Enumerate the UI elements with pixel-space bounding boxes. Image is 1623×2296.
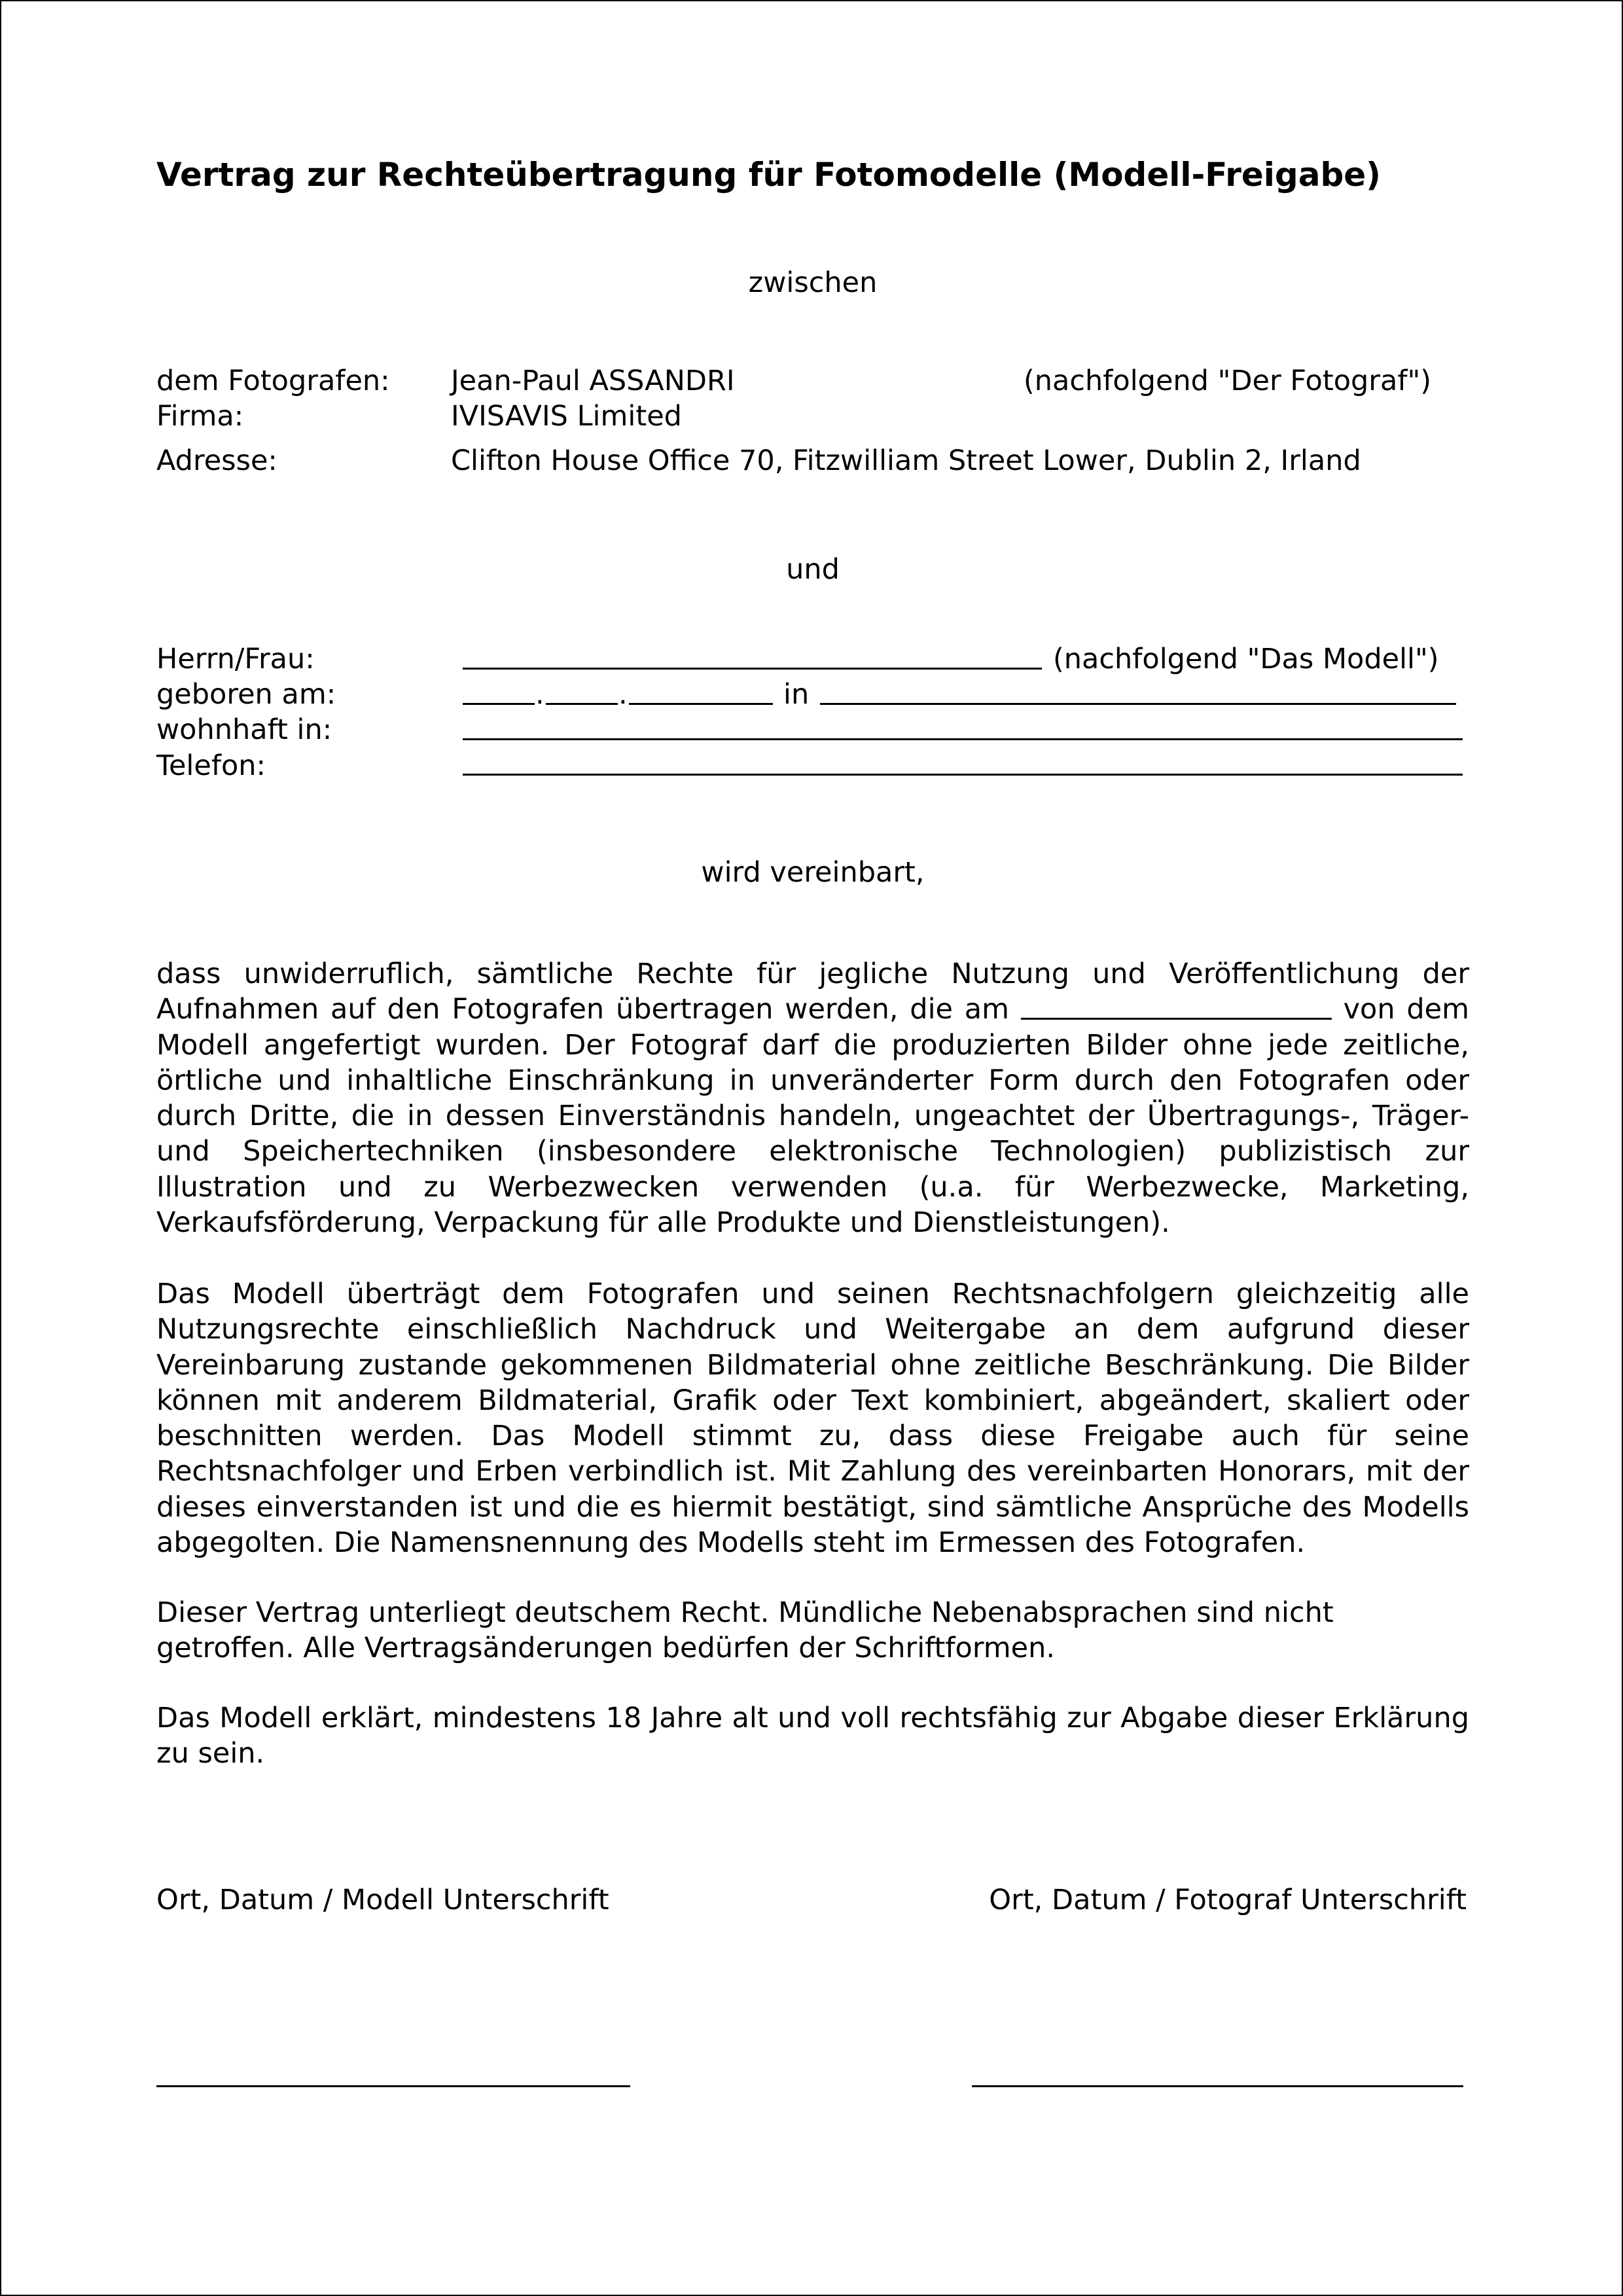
photographer-name-label: dem Fotografen:: [156, 365, 390, 397]
p3-line-1: Dieser Vertrag unterliegt deutschem Recht. Mündliche Nebenabsprachen sind nicht: [156, 1596, 1334, 1629]
model-phone-label: Telefon:: [156, 749, 266, 782]
model-signature-label: Ort, Datum / Modell Unterschrift: [156, 1884, 609, 1916]
birth-separator-1: .: [535, 678, 544, 711]
model-birth-day-field[interactable]: [463, 703, 535, 705]
document-title: Vertrag zur Rechteübertragung für Fotomodelle (Modell-Freigabe): [156, 156, 1382, 194]
photographer-company: IVISAVIS Limited: [451, 400, 682, 433]
model-name-field[interactable]: [463, 668, 1042, 670]
p3-line-2: getroffen. Alle Vertragsänderungen bedürfen der Schriftformen.: [156, 1632, 1056, 1665]
model-residence-field[interactable]: [463, 738, 1463, 740]
model-alias: (nachfolgend "Das Modell"): [1053, 643, 1439, 675]
model-signature-field[interactable]: [156, 2085, 630, 2087]
birth-in-label: in: [783, 678, 810, 711]
photographer-signature-label: Ort, Datum / Fotograf Unterschrift: [989, 1884, 1467, 1916]
p1-text-after: von dem Modell angefertigt wurden. Der Fotograf darf die produzierten Bilder ohne jede zeitliche, örtliche und inhaltliche Einschränkung in unveränderter Form durch den Fotografen oder durch Dritte, die in dessen Einverständnis handeln, ungeachtet der Übertragungs-, Träger- und Speichertechniken (insbesondere elektronische Technologien) publizistisch zur Illustration und zu Werbezwecken verwenden (u.a. für Werbezwecke, Marketing, Verkaufsförderung, Verpackung für alle Produkte und Dienstleistungen).: [156, 993, 1469, 1240]
governing-law-paragraph: [156, 1595, 1469, 1666]
model-birth-place-field[interactable]: [820, 703, 1456, 705]
model-name-label: Herrn/Frau:: [156, 643, 315, 675]
shoot-date-field[interactable]: [1021, 1017, 1332, 1020]
usage-rights-paragraph: Das Modell überträgt dem Fotografen und seinen Rechtsnachfolgern gleichzeitig alle Nutzungsrechte einschließlich Nachdruck und Weitergabe an dem aufgrund dieser Vereinbarung zustande gekommenen Bildmaterial ohne zeitliche Beschränkung. Die Bilder können mit anderem Bildmaterial, Grafik oder Text kombiniert, abgeändert, skaliert oder beschnitten werden. Das Modell stimmt zu, dass diese Freigabe auch für seine Rechtsnachfolger und Erben verbindlich ist. Mit Zahlung des vereinbarten Honorars, mit der dieses einverstanden ist und die es hiermit bestätigt, sind sämtliche Ansprüche des Modells abgegolten. Die Namensnennung des Modells steht im Ermessen des Fotografen.: [156, 1278, 1469, 1560]
between-heading: zwischen: [748, 266, 878, 299]
birth-separator-2: .: [618, 678, 628, 711]
p1-text-before: dass unwiderruflich, sämtliche Rechte für jegliche Nutzung und Veröffentlichung der Aufnahmen auf den Fotografen übertragen werden, die am: [156, 958, 1469, 1026]
photographer-company-label: Firma:: [156, 400, 244, 433]
model-residence-label: wohnhaft in:: [156, 713, 332, 746]
model-birth-label: geboren am:: [156, 678, 336, 711]
photographer-address-label: Adresse:: [156, 444, 277, 477]
model-birth-year-field[interactable]: [629, 703, 773, 705]
and-heading: und: [786, 553, 840, 586]
rights-transfer-paragraph: [156, 956, 1469, 1240]
model-phone-field[interactable]: [463, 774, 1463, 776]
model-birth-month-field[interactable]: [546, 703, 618, 705]
photographer-address: Clifton House Office 70, Fitzwilliam Street Lower, Dublin 2, Irland: [451, 444, 1361, 477]
photographer-signature-field[interactable]: [972, 2085, 1463, 2087]
agreed-heading: wird vereinbart,: [701, 856, 925, 889]
photographer-name: Jean-Paul ASSANDRI: [451, 365, 735, 397]
age-declaration-paragraph: Das Modell erklärt, mindestens 18 Jahre alt und voll rechtsfähig zur Abgabe dieser Erklärung zu sein.: [156, 1702, 1469, 1770]
photographer-alias: (nachfolgend "Der Fotograf"): [1024, 365, 1432, 397]
